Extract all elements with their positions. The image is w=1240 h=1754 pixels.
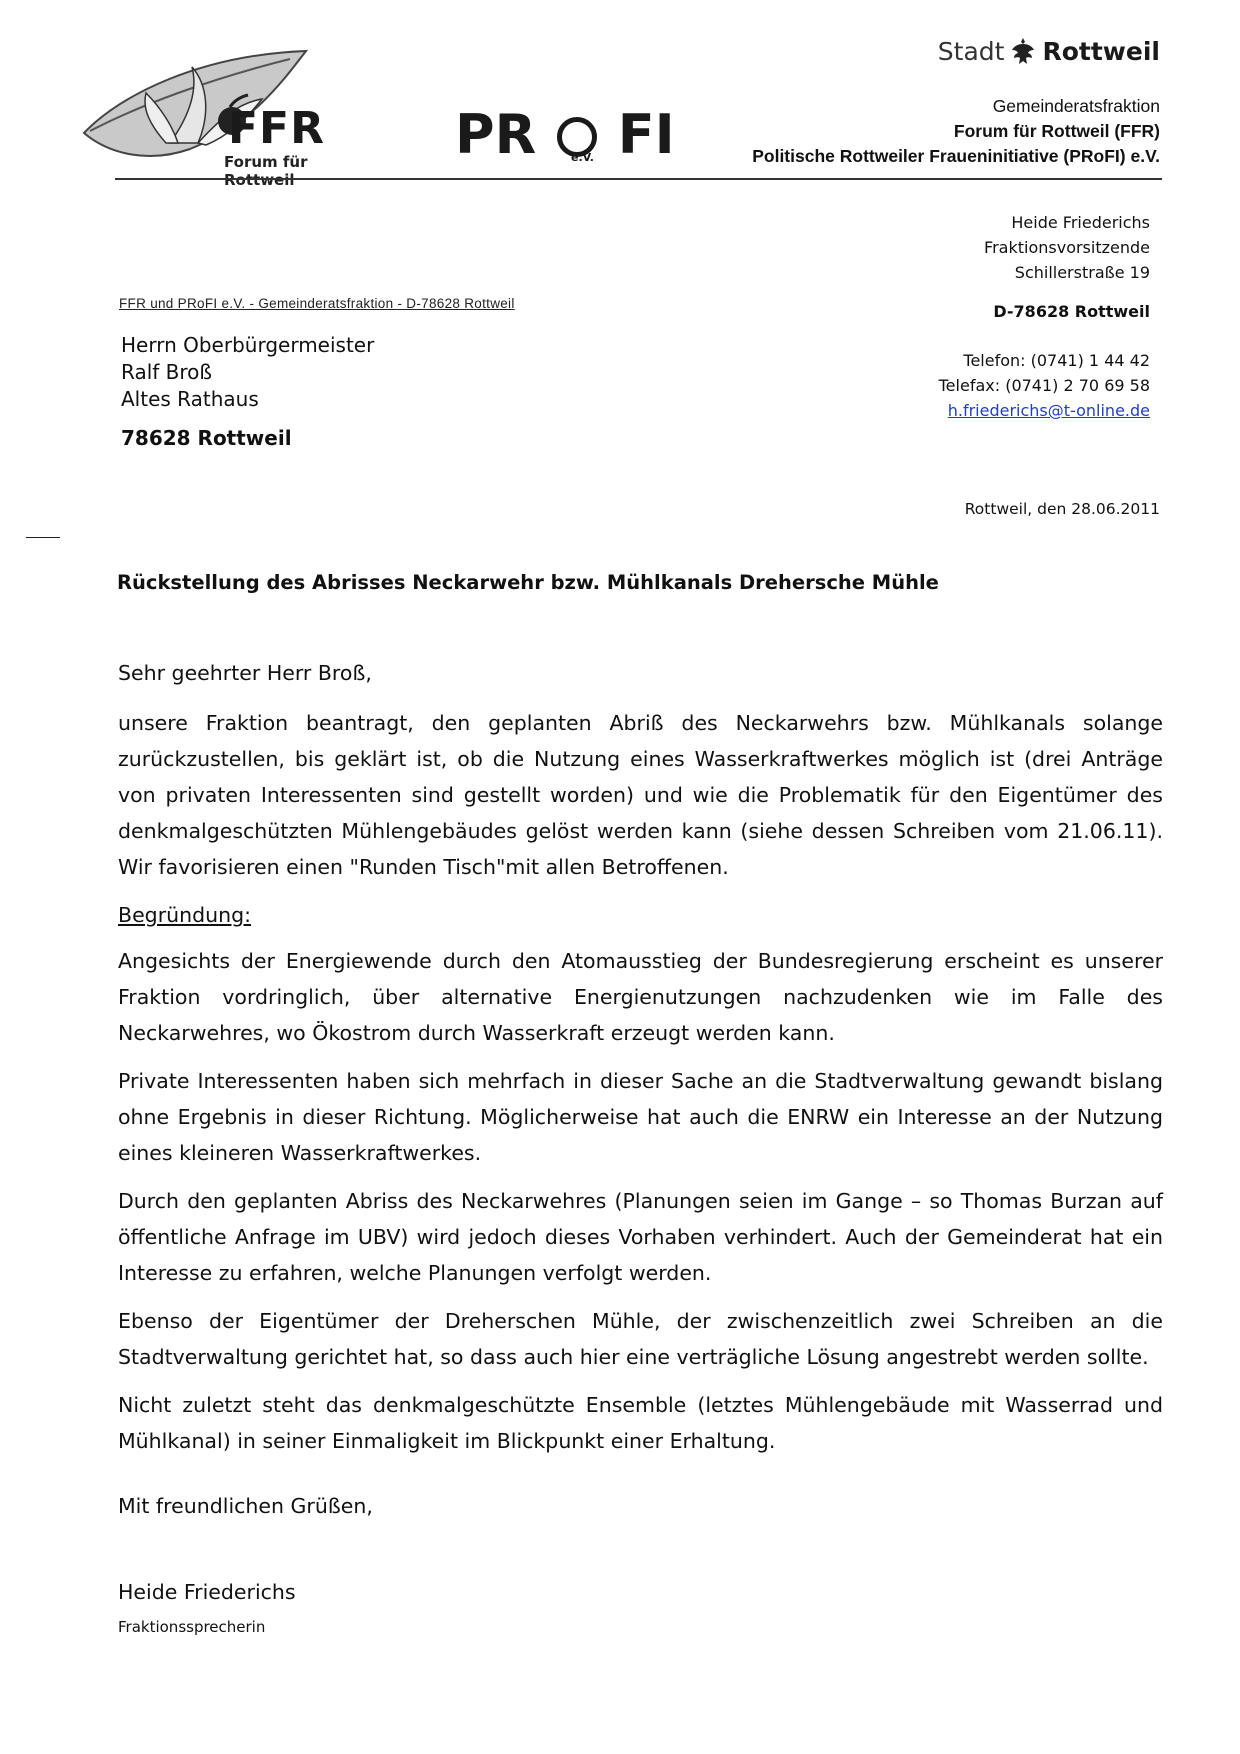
eagle-crest-icon [1010, 36, 1036, 66]
recipient-line-1: Herrn Oberbürgermeister [121, 333, 375, 357]
return-address-line: FFR und PRoFI e.V. - Gemeinderatsfraktion - D-78628 Rottweil [119, 296, 515, 311]
stadt-rottweil-logo [938, 36, 1160, 66]
sender-fax: Telefax: (0741) 2 70 69 58 [938, 376, 1150, 395]
recipient-city: 78628 Rottweil [121, 426, 292, 450]
ffr-logo [80, 45, 380, 189]
paragraph-request: unsere Fraktion beantragt, den geplanten Abriß des Neckarwehrs bzw. Mühlkanals solange zurückzustellen, bis geklärt ist, ob die Nutzung eines Wasserkraftwerkes möglich ist (drei Anträge von privaten Interessenten sind gestellt worden) und wie die Problematik für den Eigentümer des denkmalgeschützten Mühlengebäudes gelöst werden kann (siehe dessen Schreiben vom 21.06.11). Wir favorisieren einen "Runden Tisch"mit allen Betroffenen. [118, 711, 1163, 879]
sender-role: Fraktionsvorsitzende [984, 238, 1150, 257]
ffr-logo-subtitle: Forum für Rottweil [224, 153, 308, 189]
signature-name: Heide Friederichs [118, 1580, 296, 1604]
salutation: Sehr geehrter Herr Broß, [118, 661, 372, 685]
stadt-name: Rottweil [1042, 36, 1160, 66]
paragraph-demolition: Durch den geplanten Abriss des Neckarwehres (Planungen seien im Gange – so Thomas Burzan auf öffentliche Anfrage im UBV) wird jedoch dieses Vorhaben verhindert. Auch der Gemeinderat hat ein Interesse zu erfahren, welche Planungen verfolgt werden. [118, 1189, 1163, 1285]
letter-subject: Rückstellung des Abrisses Neckarwehr bzw. Mühlkanals Drehersche Mühle [117, 571, 939, 594]
profi-ring-label: e.V. [570, 151, 594, 164]
reasoning-heading: Begründung: [118, 903, 252, 927]
paragraph-ensemble: Nicht zuletzt steht das denkmalgeschützte Ensemble (letztes Mühlengebäude mit Wasserrad und Mühlkanal) in seiner Einmaligkeit im Blickpunkt einer Erhaltung. [118, 1393, 1163, 1453]
signature-role: Fraktionssprecherin [118, 1618, 266, 1636]
paragraph-private-interest: Private Interessenten haben sich mehrfach in dieser Sache an die Stadtverwaltung gewandt bislang ohne Ergebnis in dieser Richtung. Möglicherweise hat auch die ENRW ein Interesse an der Nutzung eines kleineren Wasserkraftwerkes. [118, 1069, 1163, 1165]
recipient-line-3: Altes Rathaus [121, 387, 259, 411]
profi-logo-right: FI [617, 103, 675, 166]
sender-gap [939, 324, 1150, 348]
sender-address [939, 210, 1150, 423]
sender-street: Schillerstraße 19 [1014, 263, 1150, 282]
profi-ring-icon [557, 117, 597, 164]
header-line-1: Gemeinderatsfraktion [992, 96, 1160, 116]
paragraph-energy: Angesichts der Energiewende durch den Atomausstieg der Bundesregierung erscheint es unserer Fraktion vordringlich, über alternative Energienutzungen nachzudenken wie im Falle des Neckarwehres, wo Ökostrom durch Wasserkraft erzeugt werden kann. [118, 949, 1163, 1045]
sender-email-link[interactable]: h.friederichs@t-online.de [947, 401, 1150, 420]
profi-logo-left: PR [455, 103, 537, 166]
sender-name: Heide Friederichs [1011, 213, 1150, 232]
header-line-2: Forum für Rottweil (FFR) [953, 121, 1160, 141]
fold-mark [26, 537, 60, 538]
closing: Mit freundlichen Grüßen, [118, 1494, 373, 1518]
stadt-prefix: Stadt [937, 36, 1005, 66]
paragraph-owner: Ebenso der Eigentümer der Dreherschen Mühle, der zwischenzeitlich zwei Schreiben an die Stadtverwaltung gerichtet hat, so dass auch hier eine verträgliche Lösung angestrebt werden sollte. [118, 1309, 1163, 1369]
sender-phone: Telefon: (0741) 1 44 42 [963, 351, 1150, 370]
header-line-3: Politische Rottweiler Fraueninitiative (PRoFI) e.V. [752, 146, 1160, 166]
letter-date: Rottweil, den 28.06.2011 [964, 500, 1160, 518]
recipient-line-2: Ralf Broß [121, 360, 213, 384]
sender-city: D-78628 Rottweil [993, 302, 1150, 321]
ffr-logo-mark: FFR [228, 103, 325, 154]
recipient-address [121, 332, 374, 452]
header-organization [752, 94, 1160, 169]
header-divider [115, 178, 1162, 180]
letter-body [118, 655, 1163, 1471]
profi-logo [455, 105, 675, 165]
